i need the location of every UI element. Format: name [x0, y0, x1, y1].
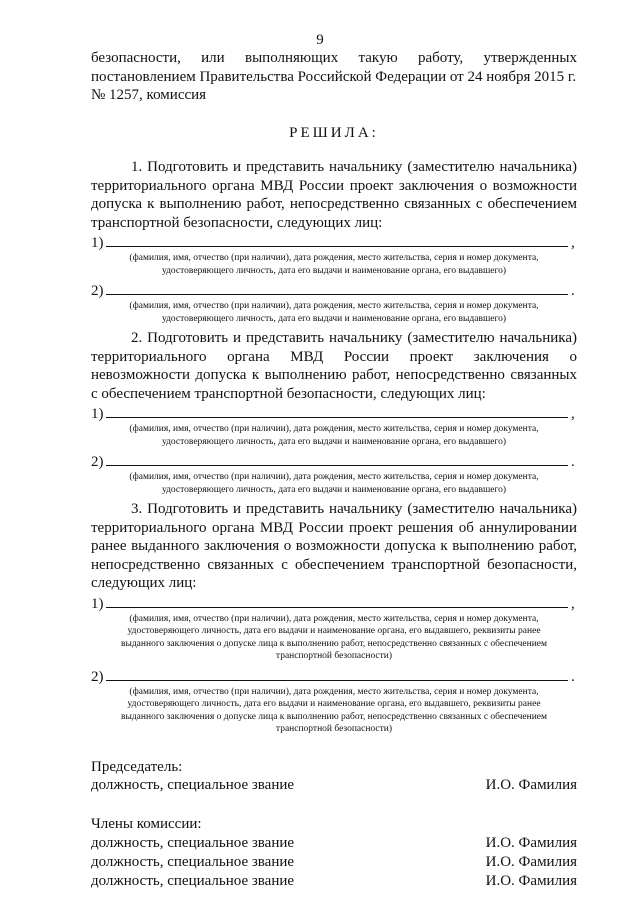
caption-line: транспортной безопасности) — [275, 651, 393, 661]
fill-in-entry[interactable] — [91, 404, 577, 423]
entry-end-punct: , — [571, 406, 575, 422]
intro-line: безопасности, или выполняющих такую работу, утвержденных — [91, 50, 577, 66]
position-text: должность, специальное звание — [91, 853, 295, 870]
signature-row — [91, 776, 577, 795]
blank-line[interactable] — [106, 667, 569, 681]
entry-number: 1) — [91, 595, 104, 612]
fill-in-entry[interactable] — [91, 452, 577, 471]
caption-line: транспортной безопасности) — [275, 724, 393, 734]
chairman-block — [91, 758, 577, 796]
decision-item-text: 3. Подготовить и представить начальнику (заместителю начальника) территориального органа МВД России проект решения об аннулировании ранее выданного заключения о возможности допуска к выполнению работ, непосредственно связанных с обеспечением транспортной безопасности, следующих лиц: — [91, 501, 577, 591]
signature-row — [91, 834, 577, 853]
entry-end-punct: . — [571, 454, 575, 470]
fill-in-entry[interactable] — [91, 233, 577, 252]
chairman-label: Председатель: — [91, 758, 183, 775]
page-number: 9 — [316, 32, 324, 48]
caption-line: (фамилия, имя, отчество (при наличии), дата рождения, место жительства, серия и номер документа, — [129, 472, 539, 482]
entry-number: 2) — [91, 283, 104, 299]
caption-line: удостоверяющего личность, дата его выдачи и наименование органа, его выдавшего) — [161, 313, 507, 324]
caption-line: (фамилия, имя, отчество (при наличии), дата рождения, место жительства, серия и номер документа, — [129, 301, 539, 311]
field-caption — [91, 423, 577, 448]
field-caption — [91, 613, 577, 663]
fill-in-entry[interactable] — [91, 594, 577, 613]
entry-end-punct: . — [571, 668, 575, 685]
caption-line: (фамилия, имя, отчество (при наличии), дата рождения, место жительства, серия и номер документа, — [129, 686, 539, 697]
decision-item-text: 2. Подготовить и представить начальнику (заместителю начальника) территориального органа МВД России проект заключения о невозможности допуска к выполнению работ, непосредственно связанных с обеспечением транспортной безопасности, следующих лиц: — [91, 330, 577, 402]
entry-number: 2) — [91, 454, 104, 470]
position-text: должность, специальное звание — [91, 777, 295, 793]
field-caption — [91, 686, 577, 736]
blank-line[interactable] — [106, 594, 569, 608]
caption-line: (фамилия, имя, отчество (при наличии), дата рождения, место жительства, серия и номер документа, — [129, 424, 539, 434]
members-block — [91, 815, 577, 891]
intro-line: № 1257, комиссия — [91, 87, 207, 103]
caption-line: удостоверяющего личность, дата его выдачи и наименование органа, его выдавшего) — [161, 265, 507, 276]
blank-line[interactable] — [106, 233, 569, 247]
caption-line: выданного заключения о допуске лица к выполнению работ, непосредственно связанных с обеспечением — [120, 638, 547, 649]
field-caption — [91, 252, 577, 277]
field-caption — [91, 471, 577, 496]
signatory-name: И.О. Фамилия — [485, 834, 577, 851]
blank-line[interactable] — [106, 452, 569, 466]
decision-item-text: 1. Подготовить и представить начальнику (заместителю начальника) территориального органа МВД России проект заключения о возможности допуска к выполнению работ, непосредственно связанных с обеспечением транспортной безопасности, следующих лиц: — [91, 159, 577, 231]
caption-line: удостоверяющего личность, дата его выдачи и наименование органа, его выдавшего, реквизиты ранее — [127, 626, 541, 636]
caption-line: (фамилия, имя, отчество (при наличии), дата рождения, место жительства, серия и номер документа, — [129, 253, 539, 263]
blank-line[interactable] — [106, 281, 569, 295]
entry-end-punct: , — [571, 235, 575, 251]
position-text: должность, специальное звание — [91, 872, 295, 889]
entry-number: 2) — [91, 668, 104, 685]
caption-line: удостоверяющего личность, дата его выдачи и наименование органа, его выдавшего, реквизиты ранее — [127, 699, 541, 709]
intro-line: постановлением Правительства Российской Федерации от 24 ноября 2015 г. — [91, 68, 577, 85]
caption-line: выданного заключения о допуске лица к выполнению работ, непосредственно связанных с обеспечением — [120, 711, 547, 722]
blank-line[interactable] — [106, 404, 569, 418]
decision-title: РЕШИЛА: — [289, 124, 379, 141]
document-body — [91, 49, 577, 891]
signature-row — [91, 853, 577, 872]
signatory-name: И.О. Фамилия — [485, 853, 577, 870]
fill-in-entry[interactable] — [91, 667, 577, 686]
signature-row — [91, 872, 577, 891]
entry-number: 1) — [91, 406, 104, 422]
entry-number: 1) — [91, 235, 104, 251]
caption-line: удостоверяющего личность, дата его выдачи и наименование органа, его выдавшего) — [161, 436, 507, 447]
entry-end-punct: . — [571, 283, 575, 299]
field-caption — [91, 300, 577, 325]
caption-line: (фамилия, имя, отчество (при наличии), дата рождения, место жительства, серия и номер документа, — [129, 613, 539, 624]
signatory-name: И.О. Фамилия — [485, 777, 577, 793]
entry-end-punct: , — [571, 595, 575, 612]
signatory-name: И.О. Фамилия — [485, 872, 577, 889]
fill-in-entry[interactable] — [91, 281, 577, 300]
position-text: должность, специальное звание — [91, 834, 295, 851]
members-label: Члены комиссии: — [91, 816, 202, 832]
caption-line: удостоверяющего личность, дата его выдачи и наименование органа, его выдавшего) — [161, 484, 507, 495]
